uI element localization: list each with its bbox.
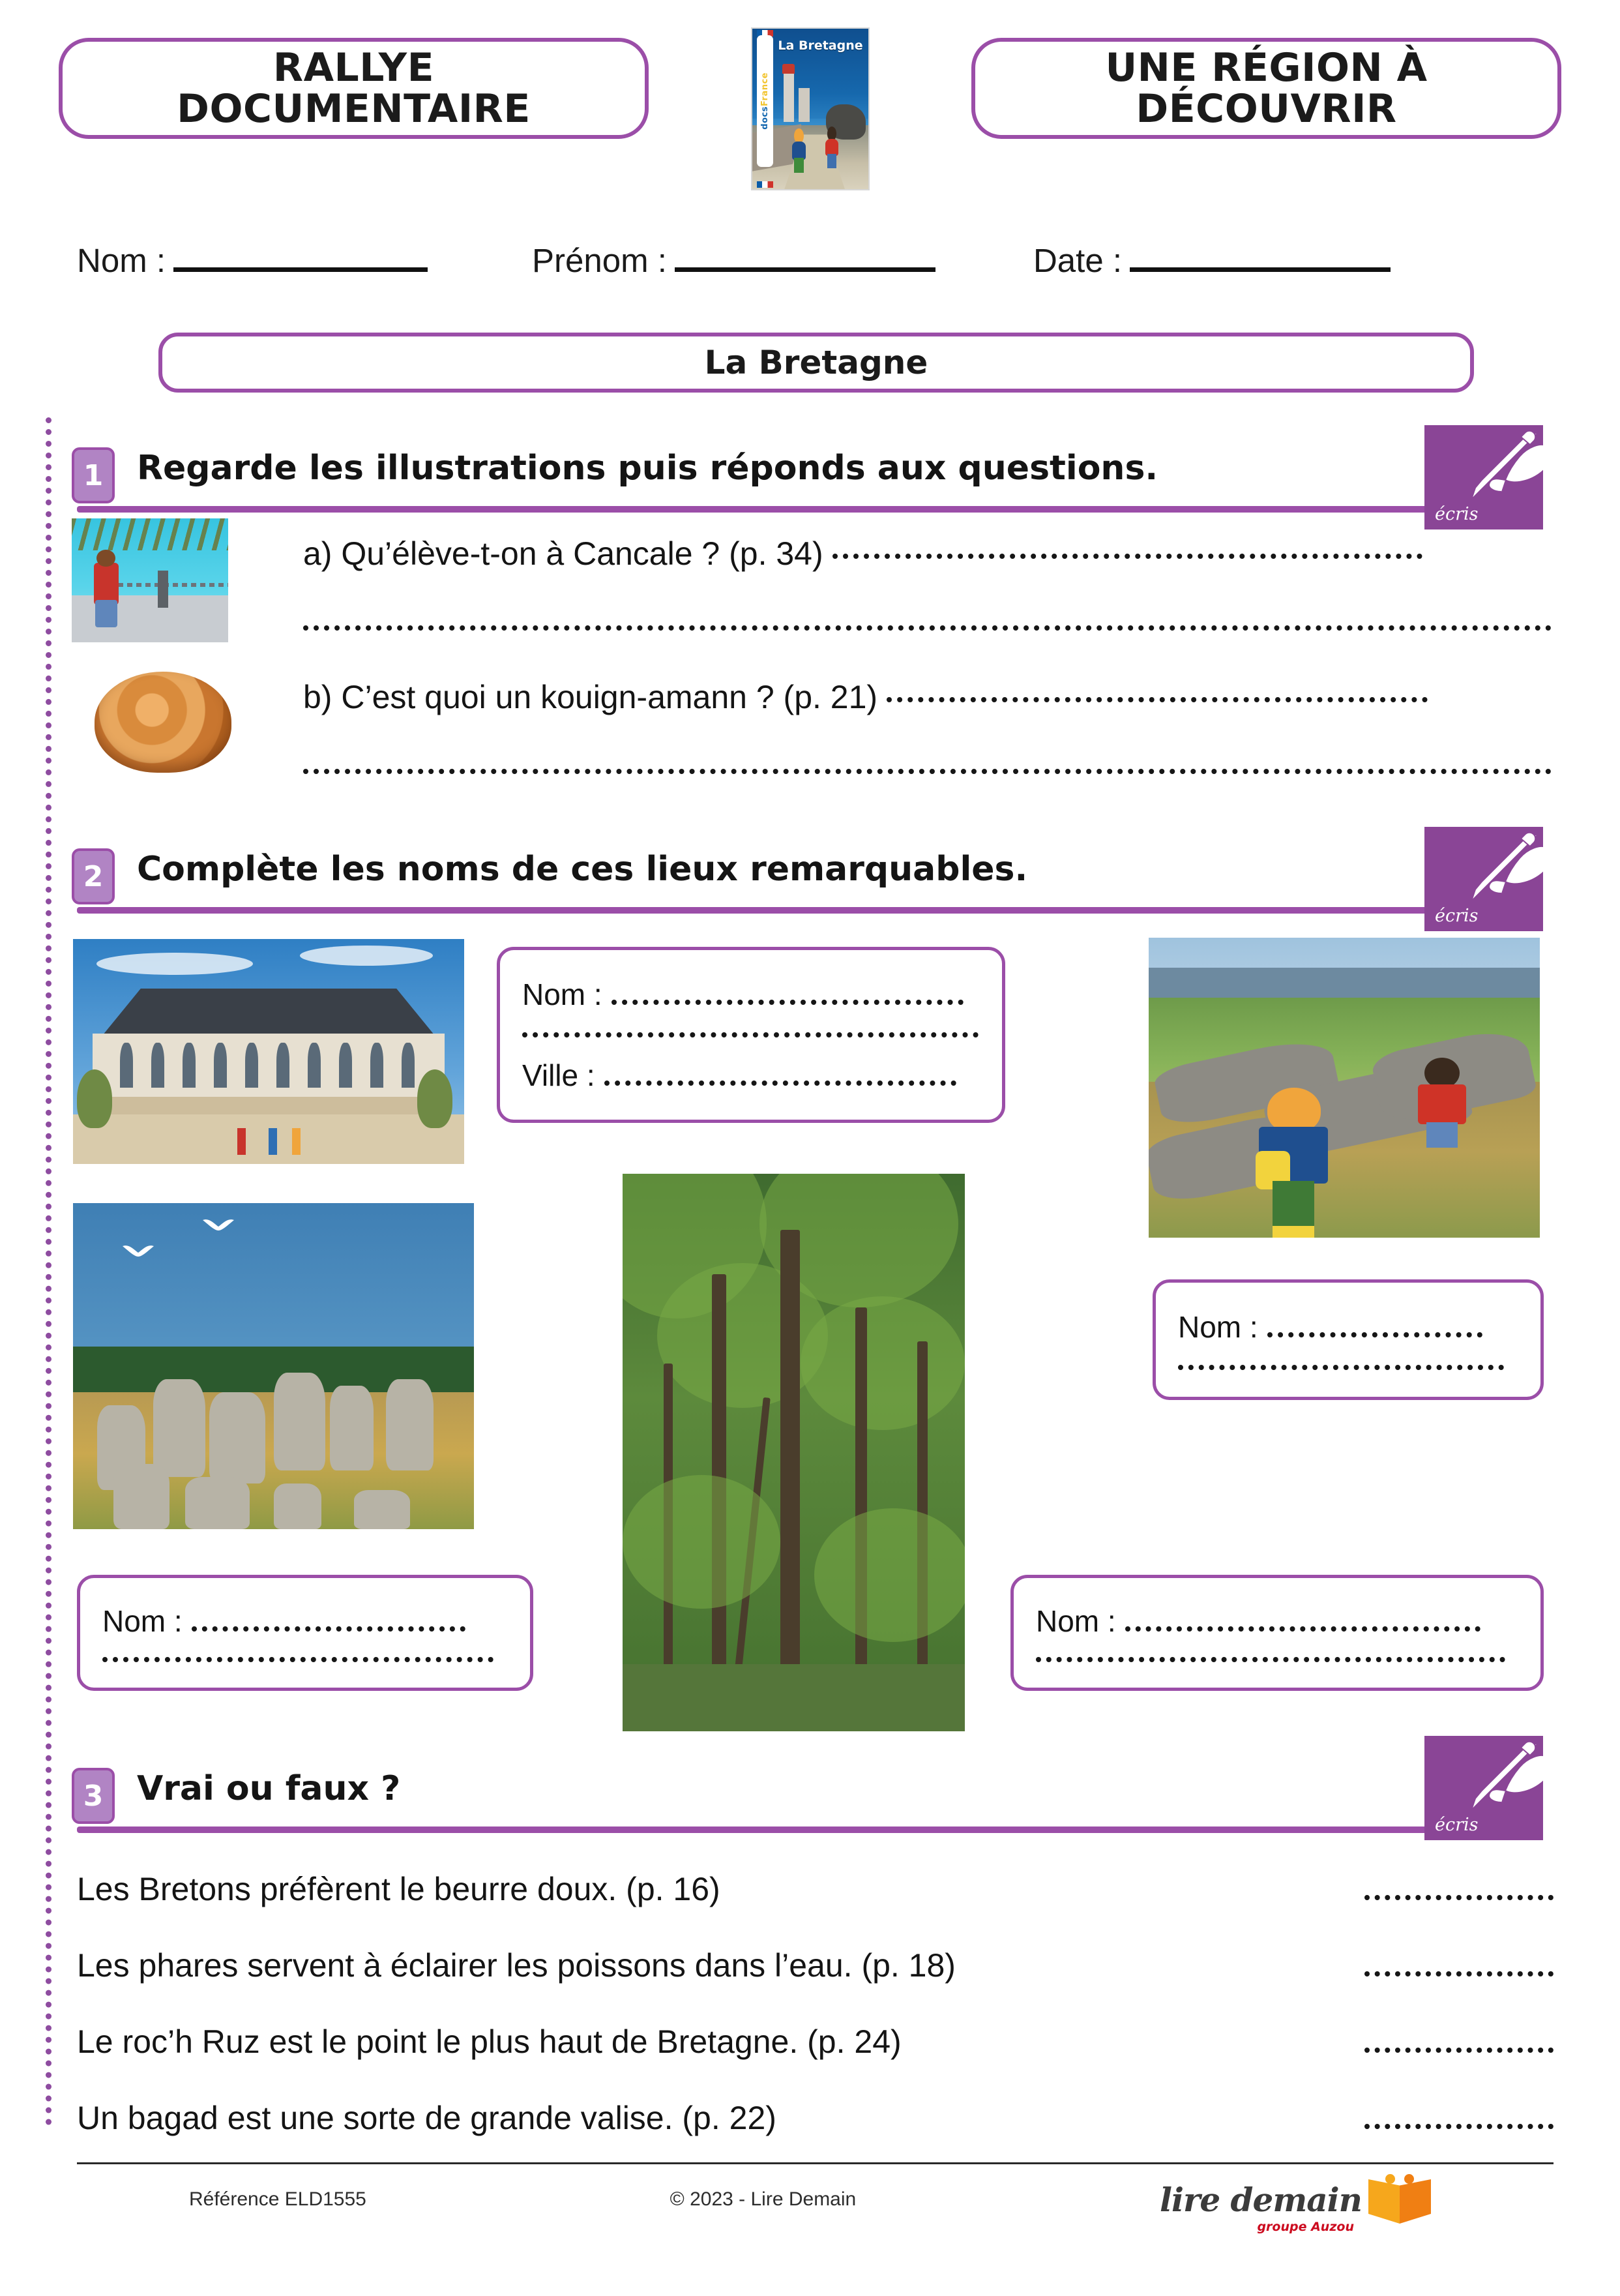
prenom-input-rule[interactable]	[675, 267, 935, 272]
answer-box-parlement[interactable]	[497, 947, 1005, 1123]
photo-foret	[623, 1174, 965, 1731]
seagull-icon	[201, 1216, 235, 1233]
region-title: UNE RÉGION À DÉCOUVRIR	[1105, 44, 1428, 132]
footer-divider	[77, 2162, 1554, 2164]
region-title-box	[971, 38, 1561, 139]
photo-parlement-de-bretagne	[73, 939, 464, 1164]
footer-copyright: © 2023 - Lire Demain	[670, 2188, 857, 2210]
cut-line	[46, 417, 52, 2126]
question-1b	[303, 678, 1428, 716]
exercise-1-title: Regarde les illustrations puis réponds aux questions.	[137, 449, 1158, 488]
prenom-label: Prénom :	[532, 242, 667, 279]
exercise-3-heading	[72, 1764, 1552, 1842]
date-label: Date :	[1033, 242, 1123, 279]
identity-line	[0, 241, 1620, 280]
hand-with-pen-icon	[1443, 1738, 1543, 1817]
exercise-3-underline	[77, 1826, 1462, 1833]
ecris-badge-label: écris	[1435, 906, 1479, 926]
exercise-1-heading	[72, 443, 1552, 522]
answer-box-foret-dots-2[interactable]	[1036, 1656, 1505, 1662]
page-footer	[0, 2175, 1620, 2234]
lire-demain-logo	[1160, 2175, 1431, 2234]
answer-box-foret-nom-label: Nom :	[1036, 1604, 1116, 1639]
question-1b-answer-dots[interactable]	[887, 696, 1428, 702]
exercise-3-title: Vrai ou faux ?	[137, 1769, 401, 1808]
illustration-elevage-huitres-cancale	[72, 518, 228, 642]
ecris-badge-1	[1424, 425, 1543, 529]
page-header	[0, 38, 1620, 201]
exercise-2-title: Complète les noms de ces lieux remarquables.	[137, 850, 1028, 889]
vrai-faux-statement-1: Les Bretons préfèrent le beurre doux. (p. 16)	[77, 1871, 720, 1907]
question-1b-answer-dots-2[interactable]	[303, 768, 1552, 774]
vrai-faux-row-1	[77, 1870, 1554, 1908]
answer-box-parlement-ville-dots[interactable]	[604, 1080, 956, 1086]
ecris-badge-label: écris	[1435, 504, 1479, 524]
exercise-3-number: 3	[72, 1768, 115, 1824]
book-cover-second-tower	[799, 88, 810, 122]
answer-box-monts-arree[interactable]	[1153, 1279, 1544, 1400]
date-field[interactable]	[1033, 241, 1391, 280]
hand-with-pen-icon	[1443, 829, 1543, 908]
book-cover-spine: docsFrance	[757, 35, 773, 167]
subject-banner	[158, 333, 1474, 393]
logo-wordmark: lire demain	[1160, 2180, 1362, 2219]
exercise-1-underline	[77, 506, 1462, 513]
ecris-badge-label: écris	[1435, 1815, 1479, 1835]
exercise-2-number: 2	[72, 848, 115, 904]
question-1a-line2	[303, 606, 1552, 644]
question-1a	[303, 535, 1422, 573]
photo-alignements-de-menhirs	[73, 1203, 474, 1529]
vrai-faux-answer-dots-2[interactable]	[1364, 1971, 1554, 1976]
nom-label: Nom :	[77, 242, 166, 279]
answer-box-monts-arree-nom-label: Nom :	[1178, 1310, 1258, 1344]
vrai-faux-statement-3: Le roc’h Ruz est le point le plus haut de Bretagne. (p. 24)	[77, 2023, 902, 2060]
answer-box-menhirs-dots-2[interactable]	[102, 1656, 493, 1662]
lighthouse-icon	[784, 70, 794, 122]
rallye-title: RALLYE DOCUMENTAIRE	[177, 44, 531, 132]
answer-box-monts-arree-dots-2[interactable]	[1178, 1364, 1504, 1370]
date-input-rule[interactable]	[1130, 267, 1391, 272]
vrai-faux-row-4	[77, 2099, 1554, 2137]
answer-box-menhirs-nom-label: Nom :	[102, 1604, 183, 1639]
book-cover-title: La Bretagne	[778, 38, 863, 53]
vrai-faux-answer-dots-1[interactable]	[1364, 1894, 1554, 1900]
subject-title: La Bretagne	[704, 344, 928, 381]
exercise-2-underline	[77, 907, 1462, 914]
prenom-field[interactable]	[532, 241, 935, 280]
exercise-1-number: 1	[72, 447, 115, 503]
answer-box-parlement-nom-dots[interactable]	[611, 999, 964, 1005]
question-1b-label: b) C’est quoi un kouign-amann ? (p. 21)	[303, 679, 878, 715]
vrai-faux-answer-dots-3[interactable]	[1364, 2047, 1554, 2053]
vrai-faux-statement-4: Un bagad est une sorte de grande valise. (p. 22)	[77, 2100, 776, 2136]
question-1a-answer-dots-2[interactable]	[303, 625, 1552, 631]
lighthouse-lamp-icon	[782, 64, 795, 74]
answer-box-parlement-nom-label: Nom :	[522, 977, 602, 1012]
answer-box-foret[interactable]	[1010, 1575, 1544, 1691]
rallye-title-box	[59, 38, 649, 139]
answer-box-parlement-nom-dots-2[interactable]	[522, 1032, 979, 1037]
illustration-kouign-amann	[95, 672, 231, 773]
seagull-icon	[121, 1242, 155, 1259]
answer-box-menhirs[interactable]	[77, 1575, 533, 1691]
answer-box-monts-arree-dots[interactable]	[1267, 1332, 1482, 1337]
book-cover-child-boy	[824, 127, 840, 168]
answer-box-foret-dots[interactable]	[1125, 1626, 1480, 1632]
ecris-badge-3	[1424, 1736, 1543, 1840]
logo-subtitle: groupe Auzou	[1257, 2220, 1354, 2234]
book-cover-image	[751, 27, 870, 190]
answer-box-menhirs-dots[interactable]	[192, 1626, 465, 1632]
footer-reference: Référence ELD1555	[189, 2188, 366, 2210]
vrai-faux-statement-2: Les phares servent à éclairer les poissons dans l’eau. (p. 18)	[77, 1947, 956, 1984]
nom-input-rule[interactable]	[173, 267, 428, 272]
open-book-icon	[1368, 2175, 1431, 2224]
nom-field[interactable]	[77, 241, 428, 280]
question-1a-label: a) Qu’élève-t-on à Cancale ? (p. 34)	[303, 535, 823, 572]
vrai-faux-answer-dots-4[interactable]	[1364, 2123, 1554, 2129]
vrai-faux-row-3	[77, 2023, 1554, 2061]
question-1a-answer-dots[interactable]	[832, 553, 1422, 559]
book-cover-child-girl	[790, 128, 808, 173]
hand-with-pen-icon	[1443, 428, 1543, 506]
answer-box-parlement-ville-label: Ville :	[522, 1058, 595, 1092]
ecris-badge-2	[1424, 827, 1543, 931]
photo-landes-rocheuses	[1149, 938, 1540, 1238]
french-flag-bottom-icon	[757, 181, 773, 188]
question-1b-line2	[303, 750, 1552, 788]
exercise-2-heading	[72, 844, 1552, 923]
vrai-faux-row-2	[77, 1946, 1554, 1984]
